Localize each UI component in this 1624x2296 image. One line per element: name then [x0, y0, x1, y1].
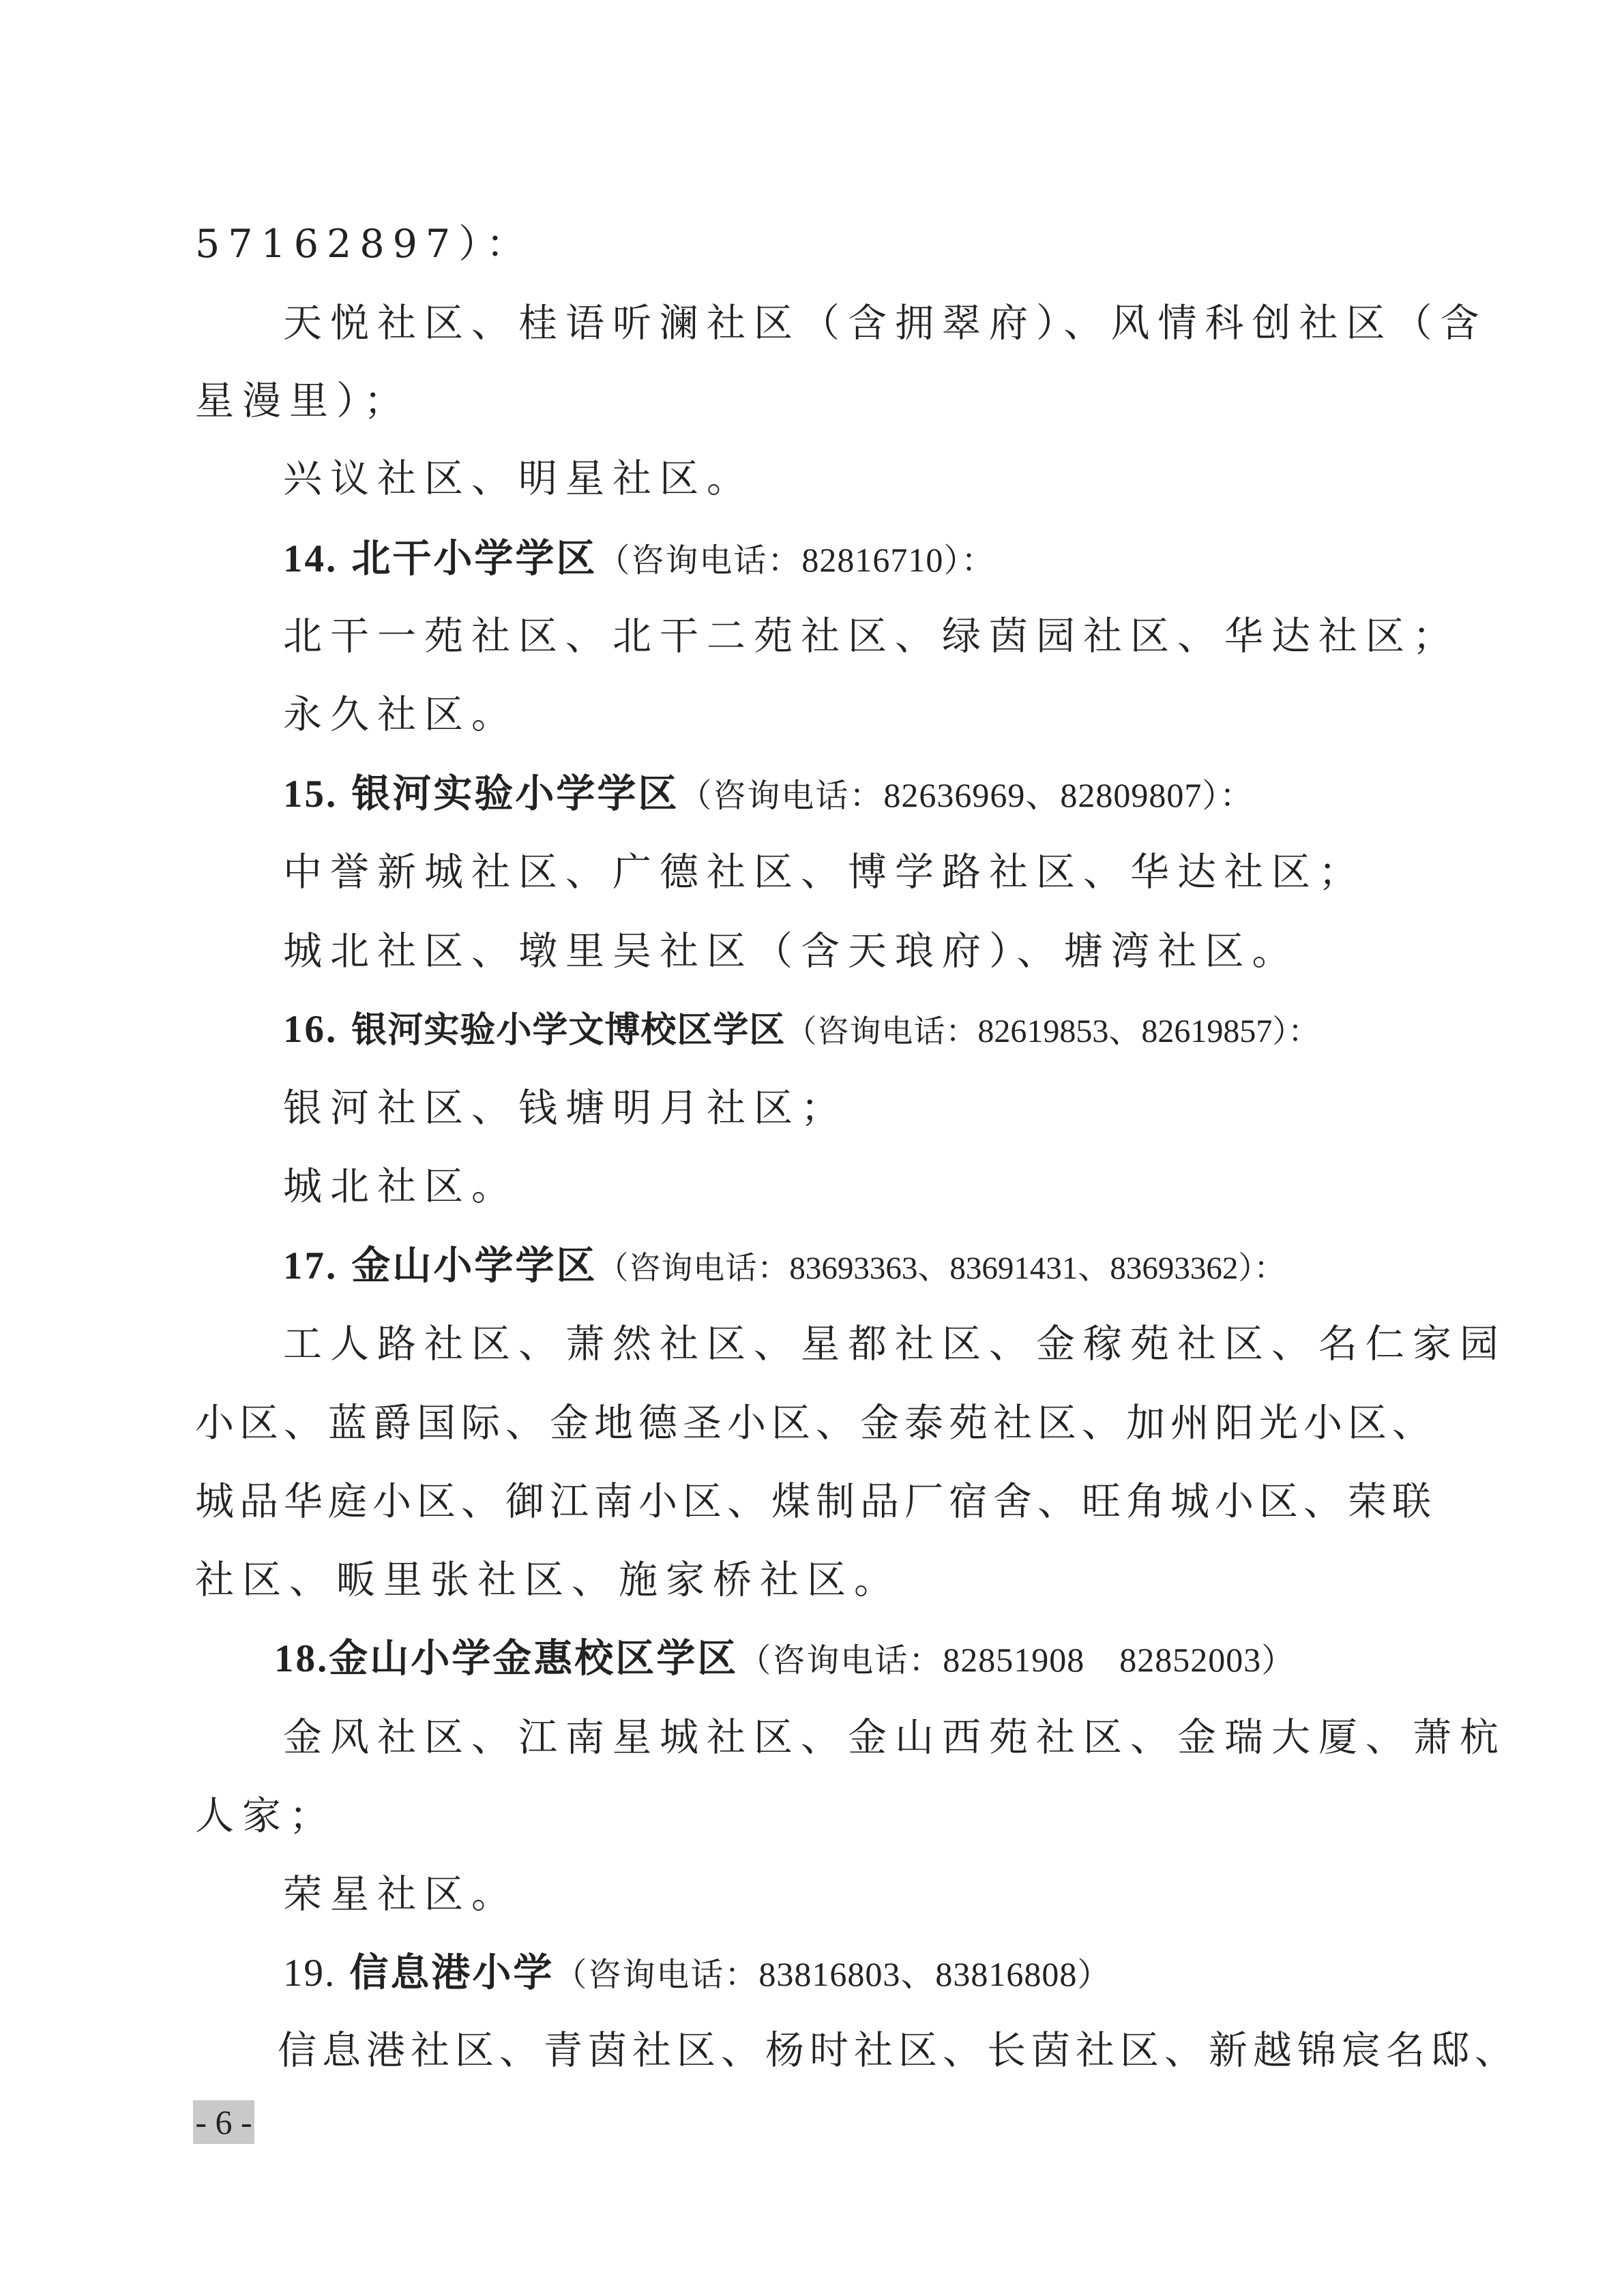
text-line: 城北社区。 [283, 1164, 518, 1209]
heading-end: ）： [1238, 1249, 1286, 1286]
heading-end: ） [1261, 1641, 1296, 1680]
phone-number: 83816803、83816808 [758, 1955, 1078, 1993]
heading-end: ）： [943, 541, 996, 580]
item-number: 17. [283, 1244, 338, 1287]
school-name: 金山小学学区 [351, 1242, 597, 1288]
text-line: 信息港社区、青茵社区、杨时社区、长茵社区、新越锦宸名邸、 [278, 2028, 1519, 2073]
item-number: 14. [283, 537, 338, 580]
school-district-heading-16 [283, 1002, 1319, 1059]
phone-label: （咨询电话： [597, 1249, 790, 1286]
school-district-heading-14 [283, 531, 995, 588]
phone-number: 82636969、82809807 [883, 776, 1202, 814]
phone-label: （咨询电话： [554, 1956, 759, 1994]
school-name: 银河实验小学学区 [351, 771, 679, 816]
item-number: 18. [274, 1637, 329, 1680]
heading-end: ）： [1272, 1013, 1320, 1049]
phone-label: （咨询电话： [785, 1013, 978, 1049]
text-line: 荣星社区。 [283, 1872, 518, 1917]
phone-label: （咨询电话： [738, 1641, 943, 1680]
school-name: 金山小学金惠校区学区 [329, 1635, 739, 1681]
text-line: 小区、蓝爵国际、金地德圣小区、金泰苑社区、加州阳光小区、 [195, 1401, 1436, 1446]
text-line: 城北社区、墩里吴社区（含天琅府）、塘湾社区。 [283, 929, 1299, 974]
text-line: 57162897）： [195, 222, 533, 267]
item-number: 19. [283, 1952, 336, 1995]
school-name: 北干小学学区 [351, 535, 597, 581]
school-district-heading-15 [283, 766, 1254, 823]
phone-number: 82816710 [801, 541, 944, 579]
item-number: 16. [283, 1008, 338, 1051]
school-district-heading-18 [274, 1631, 1295, 1688]
text-line: 工人路社区、萧然社区、星都社区、金稼苑社区、名仁家园 [283, 1322, 1507, 1367]
item-number: 15. [283, 773, 338, 816]
text-line: 星漫里）； [195, 378, 411, 423]
phone-number: 82851908 82852003 [943, 1641, 1262, 1679]
school-name: 信息港小学 [349, 1950, 555, 1995]
text-line: 兴议社区、明星社区。 [283, 456, 754, 501]
text-line: 中誉新城社区、广德社区、博学路社区、华达社区； [283, 850, 1365, 895]
text-line: 天悦社区、桂语听澜社区（含拥翠府）、风情科创社区（含 [283, 301, 1488, 346]
school-district-heading-17 [283, 1238, 1285, 1296]
text-line: 城品华庭小区、御江南小区、煤制品厂宿舍、旺角城小区、荣联 [195, 1479, 1436, 1524]
text-line: 金风社区、江南星城社区、金山西苑社区、金瑞大厦、萧杭 [283, 1715, 1507, 1760]
text-line: 银河社区、钱塘明月社区； [283, 1086, 848, 1131]
heading-end: ） [1077, 1956, 1112, 1994]
text-line: 永久社区。 [283, 692, 518, 737]
phone-label: （咨询电话： [597, 541, 802, 580]
text-line: 人家； [195, 1793, 336, 1838]
page-number: - 6 - [193, 2100, 254, 2144]
phone-label: （咨询电话： [679, 777, 884, 815]
school-name: 银河实验小学文博校区学区 [351, 1009, 786, 1051]
text-line: 北干一苑社区、北干二苑社区、绿茵园社区、华达社区； [283, 614, 1460, 659]
phone-number: 82619853、82619857 [977, 1013, 1273, 1049]
heading-end: ）： [1202, 777, 1254, 815]
phone-number: 83693363、83691431、83693362 [789, 1251, 1239, 1286]
text-line: 社区、畈里张社区、施家桥社区。 [195, 1557, 901, 1602]
school-district-heading-19 [283, 1945, 1111, 2002]
